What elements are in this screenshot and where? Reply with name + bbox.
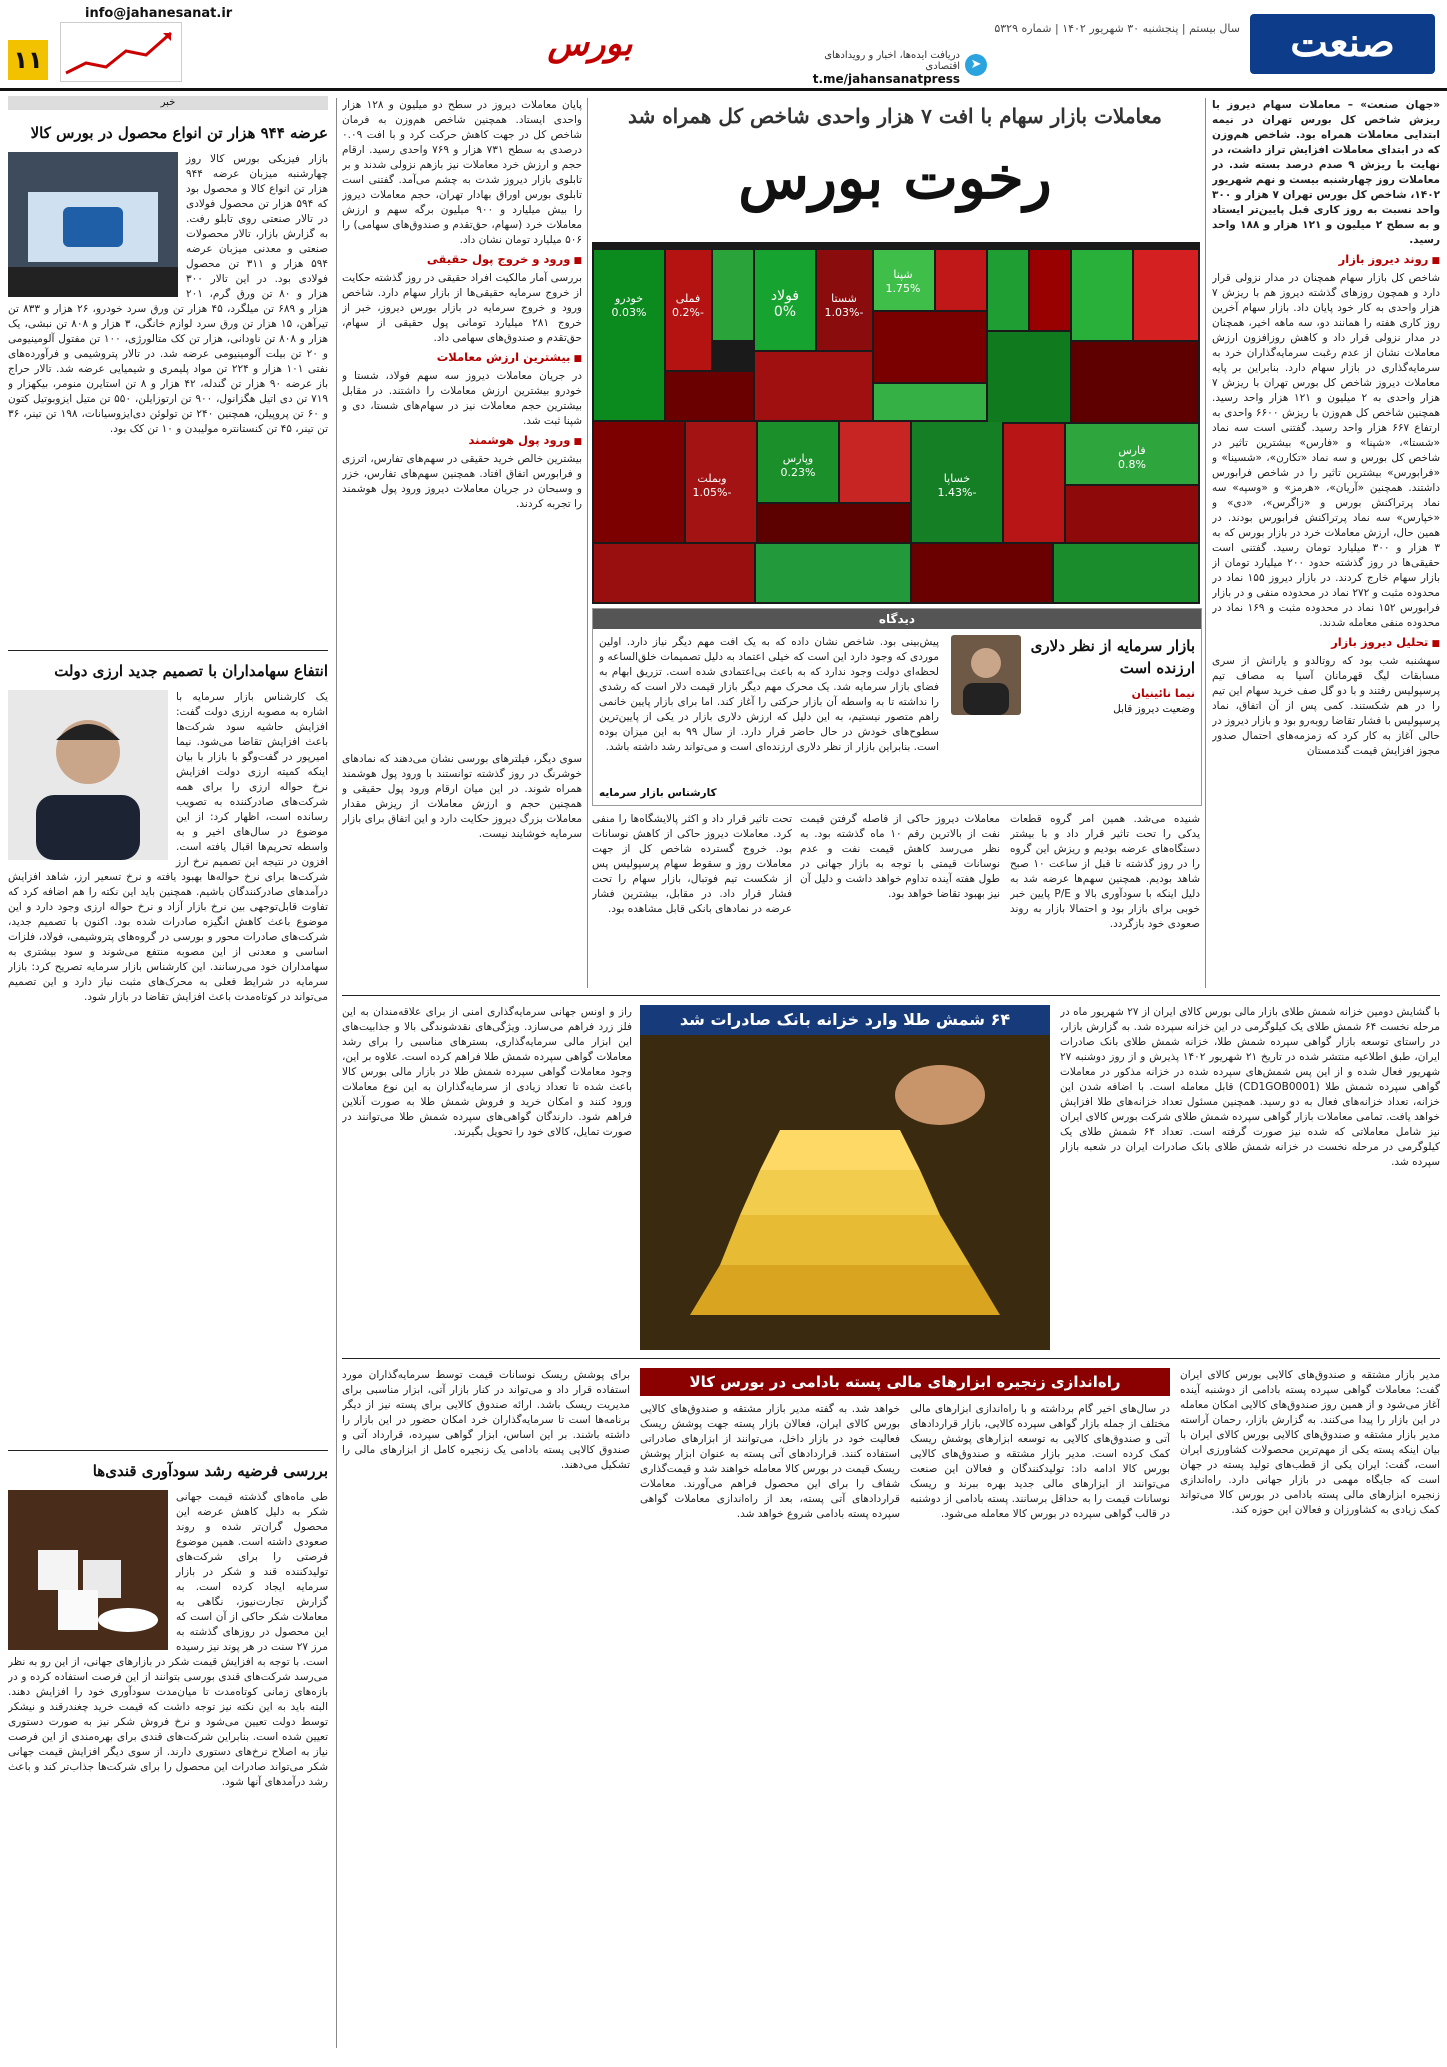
heatmap-cell [988,250,1028,330]
lead-sub5: ■ ورود پول هوشمند [342,433,582,450]
section-divider [342,995,1440,996]
lead-body2: سهشنبه شب بود که روتالدو و یارانش از سری مسابقات لیگ قهرمانان آسیا به مصاف تیم پرسپولیس رفتند و با دو گل صف خرید سهام این تیم را در هم شکستند. کمی پس از آن اتفاق، نماد پرسپولیس با فشار تقاضا روبه‌رو بود و بازار دیروز در حالی آغاز به کار کرد که زمزمه‌های احتمال صدور مجوز افزایش قیمت گندمستان [1212,655,1440,757]
mid-col-2: معاملات دیروز حاکی از فاصله گرفتن قیمت نفت از بالاترین رقم ۱۰ ماه گذشته بود. به نظر می‌رسد کاهش قیمت نفت و عدم نوسانات قیمتی با توجه به بازار جهانی در طول هفته آینده تداوم خواهد داشت و دلیل آن نیز بهبود تقاضا خواهد بود. [800,813,1000,900]
kala-title: عرضه ۹۴۴ هزار تن انواع محصول در بورس کالا [30,124,328,142]
telegram-icon: ➤ [965,54,987,76]
news-label: خبر [8,96,328,110]
heatmap-pct-3: -1.03% [824,306,864,319]
opinion-box [592,608,1202,806]
column-divider [336,98,337,2048]
section-divider [8,650,328,651]
heatmap-cell [758,504,910,542]
heatmap-pct-4: -1.05% [692,486,732,499]
rate-text [8,690,328,1440]
heatmap-label-2: فولاد [770,288,800,304]
telegram-box [800,50,960,86]
lead-sub4: ■ بیشترین ارزش معاملات [342,350,582,367]
rate-body: یک کارشناس بازار سرمایه با اشاره به مصوبه ارزی دولت گفت: افزایش حاشیه سود شرکت‌ها باعث افزایش تقاضا می‌شود. نیما امیرپور در گفت‌وگو با بازار با بیان اینکه کمیته ارزی دولت افزایش نرخ حواله ارزی را برای همه شرکت‌های صادرکننده به تصویب رسانده است، اظهار کرد: از این موضوع در سال‌های اخیر و به واسطه تحریم‌ها اقبال یافته است. افزون در نتیجه این تصمیم نرخ ارز شرکت‌ها برای نرخ حواله‌ها بهبود یافته و نرخ تسعیر ارز، شاهد افزایش درآمدهای صادرکنندگان باشیم. همچنین باید این نکته را هم اضافه کرد که تفاوت قابل‌توجهی بین نرخ بازار آزاد و نرخ حواله ارزی وجود دارد و این موضوع باعث کاهش انگیزه صادرات شده بود. اکنون با تصمیم جدید، شرکت‌های صادرات محور و بورسی در گروه‌های پتروشیمی، فولاد، فلزات اساسی و معدنی از این مصوبه منتفع می‌شوند و سود بیشتری به سهامداران خود می‌رسانند. این کارشناس بازار سرمایه تصریح کرد: بازار سرمایه در شرایط فعلی به محرک‌های مثبت نیاز دارد و این تصمیم می‌تواند در کوتاه‌مدت باعث افزایش تقاضا در بازار شود. [8,691,328,1003]
rate-photo-spacer [8,690,176,864]
kala-text [8,152,328,642]
gold-left-text: راز و اونس جهانی سرمایه‌گذاری امنی از برای علاقه‌مندان به این فلز زرد فراهم می‌سازد. ویژگی‌های نقدشوندگی بالا و جذابیت‌های این ابزار مالی سرمایه‌گذاری، بسترهای مناسبی را برای رشد معاملات گواهی سپرده شمش طلا فراهم کرده است. علاوه بر این، وجود معاملات گواهی سپرده شمش طلا در بازار مالی بورس کالا باعث شده تا تعداد زیادی از سرمایه‌گذاران به این نوع معاملات ورود کنند و امکان خرید و فروش شمش طلا به صورت آنلاین فراهم شود. دارندگان گواهی‌های سپرده شمش طلا می‌توانند در صورت تمایل، کالای خود را تحویل بگیرند. [342,1006,632,1138]
sugar-photo-spacer [8,1490,176,1654]
opinion-signature: کارشناس بازار سرمایه [599,787,717,799]
heatmap-cell [874,312,986,382]
heatmap-pct-5: 1.75% [885,282,921,295]
heatmap-cell [1072,342,1198,422]
masthead-rule [0,88,1447,91]
sugar-title: بررسی فرضیه رشد سودآوری قندی‌ها [92,1462,328,1480]
lead-title: رخوت بورس [738,144,1052,212]
market-heatmap [592,242,1200,604]
heatmap-cell [755,352,872,420]
heatmap-label-0: خودرو [614,292,644,305]
lead-sub3: ■ ورود و خروج پول حقیقی [342,252,582,269]
trend-chart-icon [60,22,182,82]
heatmap-cell [594,544,754,602]
heatmap-pct-0: 0.03% [611,306,647,319]
author-photo [951,635,1021,715]
opinion-band: دیدگاه [593,609,1201,629]
telegram-url[interactable]: t.me/jahansanatpress [812,72,960,86]
pistachio-headline: راه‌اندازی زنجیره ابزارهای مالی پسته بادامی در بورس کالا [640,1368,1170,1396]
kala-photo-spacer [8,152,186,300]
heatmap-pct-7: -1.43% [937,486,977,499]
kala-body: بازار فیزیکی بورس کالا روز چهارشنبه میزبان عرضه ۹۴۴ هزار تن انواع کالا و محصول بود که ۵۹۴ هزار تن محصول فولادی در تالار صنعتی روی تابلو رفت. به گزارش بازار، تالار محصولات صنعتی و معدنی میزبان عرضه ۵۹۴ هزار و ۳۱۱ تن محصول فولادی بود. در این تالار ۳۰۰ هزار و ۸۰ تن ورق گرم، ۲۰۱ هزار و ۶۸۹ تن میلگرد، ۴۵ هزار تن ورق سرد خودرو، ۲۶ هزار و ۸۳۳ تن تیرآهن، ۱۵ هزار تن ورق سرد لوازم خانگی، ۳ هزار و ۸۰۸ تن نبشی، یک هزار و ۸۰۸ تن ناودانی، هزار تن کک متالورژی، ۱۰۰ تن مفتول آلومینیومی و ۲۰ تن بیلت آلومینیومی عرضه شد. در تالار پتروشیمی و فرآورده‌های نفتی ۱۰۱ هزار و ۲۲۴ تن مواد پلیمری و شیمیایی عرضه شد. تالار حراج باز عرضه ۹۰ هزار تن گندله، ۴۲ هزار و ۸ تن استایرن منومر، بیکهزار و ۷۱۹ تن دی اتیل هگزانول، ۹۰۰ تن ارتوزایلن، ۵۵۰ تن متیل ایزوبوتیل کتون و ۶۰ تن پروپیلن، همچنین ۲۴۰ تن تولوئن دی‌ایزوسیانات، ۱۹۸ تن تینر، ۳۶ تن تینر، ۴۵ تن کنستانتره مولیبدن و ۱۰ تن کک بود. [8,153,328,435]
lead-body4: در جریان معاملات دیروز سه سهم فولاد، شستا و خودرو بیشترین ارزش معاملات را داشتند. در مقابل بیشترین حجم معاملات نیز در سهام‌های شستا، دی و شپنا ثبت شد. [342,370,582,427]
pistachio-col-2: در سال‌های اخیر گام برداشته و با راه‌اندازی ابزارهای مالی مختلف از جمله بازار گواهی سپرده کالایی، بازار قراردادهای آتی و صندوق‌های کالایی به توسعه ابزارهای پوشش ریسک کمک کرده است. مدیر بازار مشتقه و صندوق‌های کالایی بورس کالا ادامه داد: تولیدکنندگان و فعالان این صنعت می‌توانند از ابزارهای مالی جدید بهره ببرند و ریسک نوسانات قیمت را به حداقل برسانند. پسته بادامی از دوشنبه در قالب گواهی سپرده در بورس کالا معامله می‌شود. [910,1403,1170,1520]
heatmap-cell [912,544,1052,602]
heatmap-pct-1: -0.2% [672,306,704,319]
lead-body5: بیشترین خالص خرید حقیقی در سهم‌های تفارس، اترزی و فرابورس اتفاق افتاد. همچنین سهم‌های تفارس، خزر و وسبحان در جریان معاملات دیروز ورود پول هوشمند را تجربه کردند. [342,453,582,510]
lead-intro: «جهان صنعت» – معاملات سهام دیروز با ریزش شاخص کل بورس تهران در نیمه ابتدایی معاملات همراه بود. شاخص هم‌وزن که در ابتدای معاملات افزایش تراز داشت، در نهایت با ریزش ۹ صدم درصد بسته شد. در معاملات روز چهارشنبه بیست و نهم شهریور ۱۴۰۲، شاخص کل بورس تهران ۷ هزار و ۳۰۰ واحد نسبت به روز کاری قبل پایین‌تر ایستاد و به سطح ۲ میلیون و ۱۲۱ هزار و ۱۸۸ واحد رسید. [1212,99,1440,246]
newspaper-logo: صنعت [1250,14,1435,74]
sugar-body: طی ماه‌های گذشته قیمت جهانی شکر به دلیل کاهش عرضه این محصول گران‌تر شده و روند صعودی داشته است. همین موضوع فرصتی را برای شرکت‌های تولیدکننده قند و شکر در بازار سرمایه ایجاد کرده است. به گزارش تجارت‌نیوز، نگاهی به معاملات شکر حاکی از آن است که این محصول در روزهای گذشته به مرز ۲۷ سنت در هر پوند نیز رسیده است. با توجه به افزایش قیمت شکر در بازارهای جهانی، از این رو به نظر می‌رسد شرکت‌های قندی بورسی بتوانند از این فرصت استفاده کرده و در بازه‌های زمانی کوتاه‌مدت تا میان‌مدت سودآوری خود را افزایش دهند. البته باید به این نکته نیز توجه داشت که قیمت خرید چغندرقند و نیشکر توسط دولت تعیین می‌شود و نرخ فروش شکر نیز به صورت دستوری تعیین شده است. بنابراین شرکت‌های قندی برای بهره‌مندی از این فرصت نیاز به اصلاح نرخ‌های دستوری دارند. از سوی دیگر افزایش قیمت جهانی شکر می‌تواند صادرات این محصول را برای شرکت‌ها جذاب‌تر کند و باعث رشد درآمدهای آنها شود. [8,1491,328,1788]
gold-bars-illustration [640,1035,1050,1350]
lead-body3: بررسی آمار مالکیت افراد حقیقی در روز گذشته حکایت از خروج سرمایه حقیقی‌ها از بازار سهام دارد. شاخص ورود و خروج سرمایه در بازار بورس دیروز، خبر از خروج ۲۸۱ میلیارد تومانی پول حقیقی از سهام، حق‌تقدم و صندوق‌های سهامی داد. [342,272,582,344]
opinion-author: نیما نائینیان [1131,687,1195,700]
lead-body1: شاخص کل بازار سهام همچنان در مدار نزولی قرار دارد و همچون روزهای گذشته دیروز هم با ریزش ۷ هزار واحدی به کار خود پایان داد. بازار سهام آخرین روز کاری هفته را همانند دو، سه ماهه اخیر، همچنان در مدار نزولی قرار داد و کاهش روزافزون ارزش معاملات نشان از عدم رغبت سرمایه‌گذاران خرد به سرمایه‌گذاری در بازار سهام دارد. بنابراین بر پایه معاملات دیروز شاخص کل بورس تهران با ریزش ۷ هزار واحدی به ۲ میلیون و ۱۲۱ هزار واحد رسید. همچنین شاخص کل هم‌وزن با ریزش ۶۶۰۰ واحدی به ارتفاع ۶۶۷ هزار واحد رسید. گفتنی است سه نماد «شستا»، «شپنا» و «فارس» بیشترین تاثیر در شاخص کل بورس و سه نماد «تکارن»، «شسینا» و «فرابورس» بیشترین تاثیر را در شاخص فرابورس داشتند. همچنین «آریان»، «هرمز» و «وسپه» سه نماد پرتراکنش بورس و «زاگرس»، «دی» و «خپارس» سه نماد پرتراکنش فرابورس بودند. در همین حال، ارزش معاملات خرد در بازار بورس که به ۳ هزار و ۳۰۰ میلیارد تومان رسید. گفتنی است حقیقی‌ها در روز گذشته حدود ۲۰۰ میلیارد تومان از بازار سهام خارج کردند. در بازار دیروز ۱۵۵ نماد در محدوده مثبت و ۲۷۲ نماد در محدوده منفی و در بازار فرابورس ۱۵۲ نماد در محدوده مثبت و ۱۶۹ نماد در محدوده منفی معامله شدند. [1212,272,1440,629]
heatmap-cell [874,384,986,420]
column-divider [587,98,588,988]
section-title: بورس [547,24,633,64]
heatmap-cell [594,422,684,542]
gold-photo [640,1005,1050,1350]
section-divider [342,1358,1440,1359]
heatmap-label-7: خساپا [943,472,971,485]
pistachio-col-3: خواهد شد. به گفته مدیر بازار مشتقه و صندوق‌های کالایی بورس کالای ایران، فعالان بازار پسته جهت پوشش ریسک فعالیت خود در بازار داخل، می‌توانند از ابزارهای صادراتی استفاده کنند. قراردادهای آتی پسته به عنوان ابزار پوشش ریسک قیمت در بورس کالا معامله خواهند شد و قیمت‌گذاری شفاف را برای این محصول فراهم می‌آورند. معاملات قراردادهای آتی پسته، بعد از راه‌اندازی معاملات گواهی سپرده پسته بادامی شروع خواهد شد. [640,1403,900,1520]
heatmap-label-3: شستا [831,292,857,305]
heatmap-label-8: فارس [1118,444,1146,457]
telegram-text: دریافت ایده‌ها، اخبار و رویدادهای اقتصادی [824,50,960,72]
lead-sub2: ■ تحلیل دیروز بازار [1212,635,1440,652]
sugar-text [8,1490,328,2050]
heatmap-cell [988,332,1070,422]
lead-sub1: ■ روند دیروز بازار [1212,252,1440,269]
opinion-author-note: وضعیت دیروز قابل [1113,703,1195,715]
gold-headline: ۶۴ شمش طلا وارد خزانه بانک صادرات شد [640,1005,1050,1035]
heatmap-label-6: وپارس [782,452,814,465]
mid-col-4: سوی دیگر، فیلترهای بورسی نشان می‌دهند که نمادهای خوشرنگ در روز گذشته توانستند با ورود پول هوشمند همراه شوند. در این میان ارقام ورود پول حقیقی و همچنین حجم و ارزش معاملات از ریزش مقدار معاملات بزرگ دیروز حکایت دارد و این اتفاق برای بازار سرمایه خوشایند نیست. [342,753,582,840]
opinion-body-cont [955,719,1195,799]
heatmap-cell [756,544,910,602]
heatmap-label-4: وبملت [697,472,727,485]
lead-right-column [1212,98,1440,988]
heatmap-label-5: شپنا [893,268,913,281]
issue-meta: سال بیستم | پنجشنبه ۳۰ شهریور ۱۴۰۲ | شماره ۵۳۲۹ [994,22,1240,35]
heatmap-cell [594,250,664,420]
mid-col-3: تحت تاثیر قرار داد و اکثر پالایشگاه‌ها را منفی کرد. معاملات دیروز حاکی از کاهش نوسانات بود. خروج گسترده شاخص کل از جهت معاملات روز و سقوط سهام پرسپولیس پس از شکست تیم فوتبال، بازار سهام را تحت فشار قرار داد. در مقابل، بیشترین فشار عرضه در نمادهای بانکی قابل مشاهده بود. [592,813,792,915]
column-divider [1205,98,1206,988]
heatmap-cell [1066,486,1198,542]
heatmap-cell [1134,250,1198,340]
heatmap-cell [1004,424,1064,542]
mid-col-1: شنیده می‌شد. همین امر گروه قطعات یدکی را تحت تاثیر قرار داد و با بیشتر دستگاه‌های عرضه بودیم و ریزش این گروه را در روز گذشته تا قبل از ساعت ۱۰ صبح شاهد بودیم. همچنین سهم‌ها عرضه شد به دلیل اینکه با سودآوری بالا و P/E پایین خبر خوبی برای بازار بود و احتمالا بازار به روند صعودی خود بازگردد. [1010,813,1200,930]
heatmap-pct-6: 0.23% [780,466,816,479]
page-number: ۱۱ [8,40,48,80]
lead-kicker: معاملات بازار سهام با افت ۷ هزار واحدی شاخص کل همراه شد [627,104,1163,128]
heatmap-cell [1030,250,1070,330]
heatmap-cell [666,372,753,420]
heatmap-cell [936,250,986,310]
opinion-body: پیش‌بینی بود. شاخص نشان داده که به یک افت مهم دیگر نیاز دارد. اولین موردی که وجود دارد این است که خیلی اعتماد به دلیل تصمیمات خلق‌الساعه و لحظه‌ای دولت وجود ندارد که به باعث بی‌اعتمادی شده است. تزریق ابهام به فضای بازار سرمایه شد. یک محرک مهم دیگر بازار قیمت دلار است که رشدی را نداشته تا به واسطه آن بازار حرکتی را آغاز کند. اما برای بازار پایین خانمی راهم متصور نیستیم، به این دلیل که ارزش دلاری بازار در یکی از پایین‌ترین سطوح‌های خودش در حال حاضر قرار دارد. از سال ۹۹ به این میزان بوده است. بنابراین بازار از نظر دلاری ارزنده‌ای است و می‌تواند رشد داشته باشد. [599,636,939,753]
lead-col2: پایان معاملات دیروز در سطح دو میلیون و ۱۲۸ هزار واحدی ایستاد. همچنین شاخص هم‌وزن به فرمان شاخص کل در جهت کاهش حرکت کرد و با افت ۰.۰۹ درصدی به سطح ۷۳۱ هزار و ۷۶۹ واحدی رسید. ارقام حجم و ارزش خرد معاملات نیز بازهم نزولی شدند و بر تابلوی بازار دیروز شدت به چشم می‌آمد. گفتنی است تابلوی بورس اوراق بهادار تهران، حجم معاملات دیروز را بیش میلیارد و ۹۰۰ میلیون برگه سهم و ارزش معاملات خرد (سهام، حق‌تقدم و صندوق‌های سهامی) را ۵۰۶ میلیارد تومان نشان داد. [342,99,582,246]
pistachio-col-1: مدیر بازار مشتقه و صندوق‌های کالایی بورس کالای ایران گفت: معاملات گواهی سپرده پسته بادامی از دوشنبه آینده آغاز می‌شود و از همین روز صندوق‌های کالایی امکان معامله در این بازار را پیدا می‌کنند. به گزارش بازار، رحمان آراسته مدیر بازار مشتقه و صندوق‌های کالایی بورس کالای ایران با بیان اینکه پسته یکی از مهم‌ترین محصولات کشاورزی ایران است، گفت: ایران یکی از قطب‌های تولید پسته در جهان است که جایگاه مهمی در بازار جهانی دارد. راه‌اندازی زنجیره ابزارهای مالی پسته بادامی در بورس کالا می‌تواند کمک زیادی به کشاورزان و فعالان این حوزه کند. [1180,1369,1440,1516]
opinion-title: بازار سرمایه از نظر دلاری ارزنده است [1030,637,1195,677]
email-address[interactable]: info@jahanesanat.ir [85,6,233,21]
heatmap-pct-2: 0% [773,304,797,320]
rate-title: انتفاع سهامداران با تصمیم جدید ارزی دولت [54,662,328,680]
heatmap-cell [840,422,910,502]
section-divider [8,1450,328,1451]
lead-middle-column [342,98,582,748]
heatmap-label-1: فملی [675,292,701,305]
heatmap-cell [1054,544,1198,602]
heatmap-cell [713,250,753,340]
pistachio-col-4: برای پوشش ریسک نوسانات قیمت توسط سرمایه‌گذاران مورد استفاده قرار داد و می‌تواند در کنار بازار آتی، ابزار مناسبی برای مدیریت ریسک باشد. ارائه صندوق کالایی برای پسته نیز از دیگر برنامه‌ها است تا سرمایه‌گذاران خرد امکان حضور در این بازار را داشته باشند. بر این اساس، ابزار گواهی سپرده، قرارداد آتی و صندوق کالایی پسته بادامی یک زنجیره کامل از ابزارهای مالی را تشکیل می‌دهند. [342,1369,630,1471]
gold-right-text: با گشایش دومین خزانه شمش طلای بازار مالی بورس کالای ایران از ۲۷ شهریور ماه در مرحله نخست ۶۴ شمش طلای یک کیلوگرمی در این خزانه سپرده شد. به گزارش بازار، در راستای توسعه بازار گواهی سپرده شمش طلا، خزانه شمش طلای بانک صادرات ایران، طبق اطلاعیه منتشر شده در تاریخ ۲۱ شهریور ۱۴۰۲ پذیرش و از روز دوشنبه ۲۷ شهریور فعال شده و از این پس شمش‌های سپرده شده در خزانه مذکور در معاملات گواهی سپرده شمش طلا (CD1GOB0001) قابل معامله است. با اضافه شدن این خزانه، تعداد خزانه‌های فعال به دو رسید. همچنین مسئول تعداد خزانه‌های طلا افزایش خواهد یافت. تمامی معاملات بازار گواهی سپرده شمش طلای شرکت بورس کالای ایران نیز شامل معاملاتی که شده نیز صورت گرفته است. تعداد ۶۴ شمش طلای یک کیلوگرمی در مرحله نخست در خزانه شمش طلای بانک صادرات ایران در شعبه بازار سپرده شد. [1060,1006,1440,1168]
heatmap-pct-8: 0.8% [1118,458,1146,471]
heatmap-cell [1072,250,1132,340]
